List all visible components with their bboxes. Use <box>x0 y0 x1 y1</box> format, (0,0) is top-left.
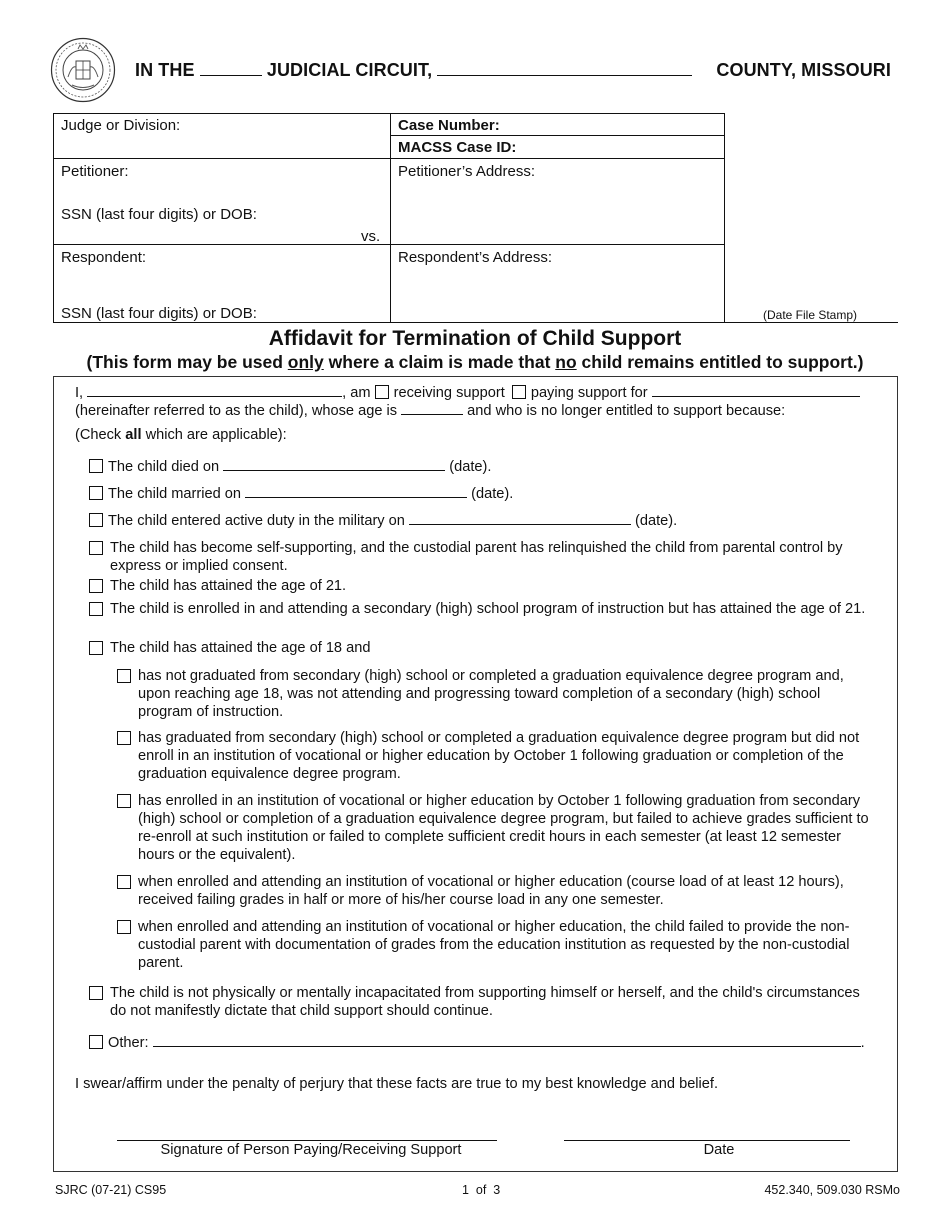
court-header-left <box>135 60 692 81</box>
option-self-supporting <box>89 539 879 575</box>
option-married <box>89 485 513 503</box>
child-age-blank[interactable] <box>401 414 463 415</box>
receiving-support-label: receiving support <box>393 385 505 401</box>
sub-insufficient-grades-checkbox[interactable] <box>117 794 131 808</box>
option-sub-failing-grades <box>117 873 877 909</box>
case-number-label: Case Number: <box>398 117 500 134</box>
petitioner-label: Petitioner: <box>61 163 129 180</box>
sub-not-graduated-checkbox[interactable] <box>117 669 131 683</box>
sub-not-graduated-label: has not graduated from secondary (high) school or completed a graduation equivalence degree program and, upon reaching age 18, was not attending and progressing toward completion of a secondary (high) school program of instruction. <box>138 668 844 720</box>
died-label: The child died on <box>108 459 220 475</box>
sub-no-documentation-label: when enrolled and attending an institution of vocational or higher education, the child failed to provide the non-custodial parent with documentation of grades from the education institution as requested by the non-custodial parent. <box>138 919 850 971</box>
check-prefix: (Check <box>75 427 126 443</box>
military-date-blank[interactable] <box>409 524 631 525</box>
option-secondary21 <box>89 600 879 618</box>
self-supporting-label <box>89 539 879 575</box>
in-the-label: IN THE <box>135 60 195 80</box>
paying-support-for-label: paying support for <box>530 385 648 401</box>
date-line[interactable] <box>564 1140 850 1141</box>
not-incapacitated-label: The child is not physically or mentally incapacitated from supporting himself or herself, and the child's circumstances do not manifestly dictate that child support should continue. <box>110 985 860 1019</box>
option-age18 <box>89 639 879 657</box>
caption-bottom-border <box>53 322 898 323</box>
married-checkbox[interactable] <box>89 486 103 500</box>
age18-checkbox[interactable] <box>89 641 103 655</box>
petitioner-ssn-label: SSN (last four digits) or DOB: <box>61 206 257 223</box>
judicial-circuit-label: JUDICIAL CIRCUIT, <box>266 60 433 80</box>
county-name-blank[interactable] <box>437 75 692 76</box>
page-of: of <box>475 1183 487 1197</box>
option-not-incapacitated <box>89 984 879 1020</box>
secondary21-label: The child is enrolled in and attending a secondary (high) school program of instruction but has attained the age of 21. <box>110 601 866 617</box>
died-date-suffix: (date). <box>449 459 492 475</box>
option-sub-no-enroll <box>117 729 877 783</box>
subtitle-only: only <box>287 352 324 372</box>
subtitle-part1: (This form may be used <box>86 352 288 372</box>
caption-right-border <box>724 113 725 323</box>
page-total: 3 <box>493 1183 501 1197</box>
check-suffix: which are applicable): <box>141 427 287 443</box>
intro-age-label: (hereinafter referred to as the child), whose age is <box>75 403 398 419</box>
intro-i-label: I, <box>75 385 84 401</box>
paying-support-checkbox[interactable] <box>512 385 526 399</box>
macss-case-id-label: MACSS Case ID: <box>398 139 517 156</box>
page-number: 1 <box>462 1183 469 1197</box>
age21-checkbox[interactable] <box>89 579 103 593</box>
not-incapacitated-checkbox[interactable] <box>89 986 103 1000</box>
signature-line[interactable] <box>117 1140 497 1141</box>
option-died <box>89 458 491 476</box>
intro-no-longer-label: and who is no longer entitled to support because: <box>467 403 786 419</box>
intro-line-2 <box>75 402 785 420</box>
sub-failing-grades-checkbox[interactable] <box>117 875 131 889</box>
military-label: The child entered active duty in the military on <box>108 513 405 529</box>
married-label: The child married on <box>108 486 242 502</box>
caption-middle-divider <box>390 113 391 323</box>
died-date-blank[interactable] <box>223 470 445 471</box>
other-label: Other: <box>108 1035 149 1051</box>
caption-row-divider-1 <box>53 158 725 159</box>
affiant-name-blank[interactable] <box>87 396 342 397</box>
option-sub-no-documentation <box>117 918 877 972</box>
sub-no-enroll-label: has graduated from secondary (high) school or completed a graduation equivalence degree program but did not enroll in an institution of vocational or higher education by October 1 following graduation or completion of the graduation equivalence degree program. <box>138 730 860 782</box>
footer-form-id: SJRC (07-21) CS95 <box>55 1183 167 1197</box>
check-all-bold: all <box>125 427 142 443</box>
sub-no-enroll-checkbox[interactable] <box>117 731 131 745</box>
footer-statutes: 452.340, 509.030 RSMo <box>764 1183 900 1197</box>
caption-row-divider-2 <box>53 244 725 245</box>
secondary21-checkbox[interactable] <box>89 602 103 616</box>
age18-label: The child has attained the age of 18 and <box>110 640 371 656</box>
form-title: Affidavit for Termination of Child Support <box>268 327 682 350</box>
petitioner-address-label: Petitioner’s Address: <box>398 163 536 180</box>
military-checkbox[interactable] <box>89 513 103 527</box>
intro-am-label: , am <box>342 385 371 401</box>
self-supporting-checkbox[interactable] <box>89 541 103 555</box>
form-subtitle <box>0 352 950 373</box>
subtitle-part2: where a claim is made that <box>323 352 556 372</box>
respondent-label: Respondent: <box>61 249 147 266</box>
sub-no-documentation-checkbox[interactable] <box>117 920 131 934</box>
intro-line-1 <box>75 384 860 402</box>
option-sub-insufficient-grades <box>117 792 877 864</box>
sub-failing-grades-label: when enrolled and attending an institution of vocational or higher education (course load of at least 12 hours), received failing grades in half or more of his/her course load in any one semester. <box>138 874 844 908</box>
caption-top-border <box>53 113 725 114</box>
caption-case-divider <box>390 135 725 136</box>
subtitle-no: no <box>555 352 577 372</box>
sub-insufficient-grades-label: has enrolled in an institution of vocational or higher education by October 1 following graduation from secondary (high) school or completion of a graduation equivalence degree program, but failed to achieve grades sufficient to re-enroll at such institution or failed to complete sufficient credit hours in each semester (at least 12 semester hours or the equivalent). <box>138 793 869 863</box>
vs-label: vs. <box>361 228 381 245</box>
judge-or-division-label: Judge or Division: <box>61 117 181 134</box>
check-all-instruction <box>75 426 287 444</box>
date-label: Date <box>703 1142 735 1158</box>
other-period: . <box>860 1035 865 1051</box>
swear-statement: I swear/affirm under the penalty of perjury that these facts are true to my best knowledge and belief. <box>75 1076 719 1092</box>
married-date-blank[interactable] <box>245 497 467 498</box>
circuit-number-blank[interactable] <box>200 75 262 76</box>
subtitle-part3: child remains entitled to support.) <box>576 352 864 372</box>
age21-label: The child has attained the age of 21. <box>110 578 347 594</box>
died-checkbox[interactable] <box>89 459 103 473</box>
option-age21 <box>89 577 879 595</box>
option-military <box>89 512 677 530</box>
date-file-stamp-label: (Date File Stamp) <box>763 308 858 322</box>
receiving-support-checkbox[interactable] <box>375 385 389 399</box>
option-other <box>89 1034 865 1052</box>
missouri-courts-seal-icon <box>50 37 116 103</box>
other-reason-blank[interactable] <box>153 1046 861 1047</box>
self-supporting-text: The child has become self-supporting, and the custodial parent has relinquished the child from parental control by express or implied consent. <box>110 540 843 574</box>
respondent-ssn-label: SSN (last four digits) or DOB: <box>61 305 257 322</box>
child-name-blank[interactable] <box>652 396 860 397</box>
military-date-suffix: (date). <box>635 513 678 529</box>
court-header <box>135 60 891 81</box>
caption-left-border <box>53 113 54 323</box>
county-missouri-label: COUNTY, MISSOURI <box>716 60 891 80</box>
option-sub-not-graduated <box>117 667 877 721</box>
other-checkbox[interactable] <box>89 1035 103 1049</box>
footer-page-indicator <box>462 1183 500 1197</box>
signature-label: Signature of Person Paying/Receiving Support <box>160 1142 462 1158</box>
respondent-address-label: Respondent’s Address: <box>398 249 552 266</box>
married-date-suffix: (date). <box>471 486 514 502</box>
